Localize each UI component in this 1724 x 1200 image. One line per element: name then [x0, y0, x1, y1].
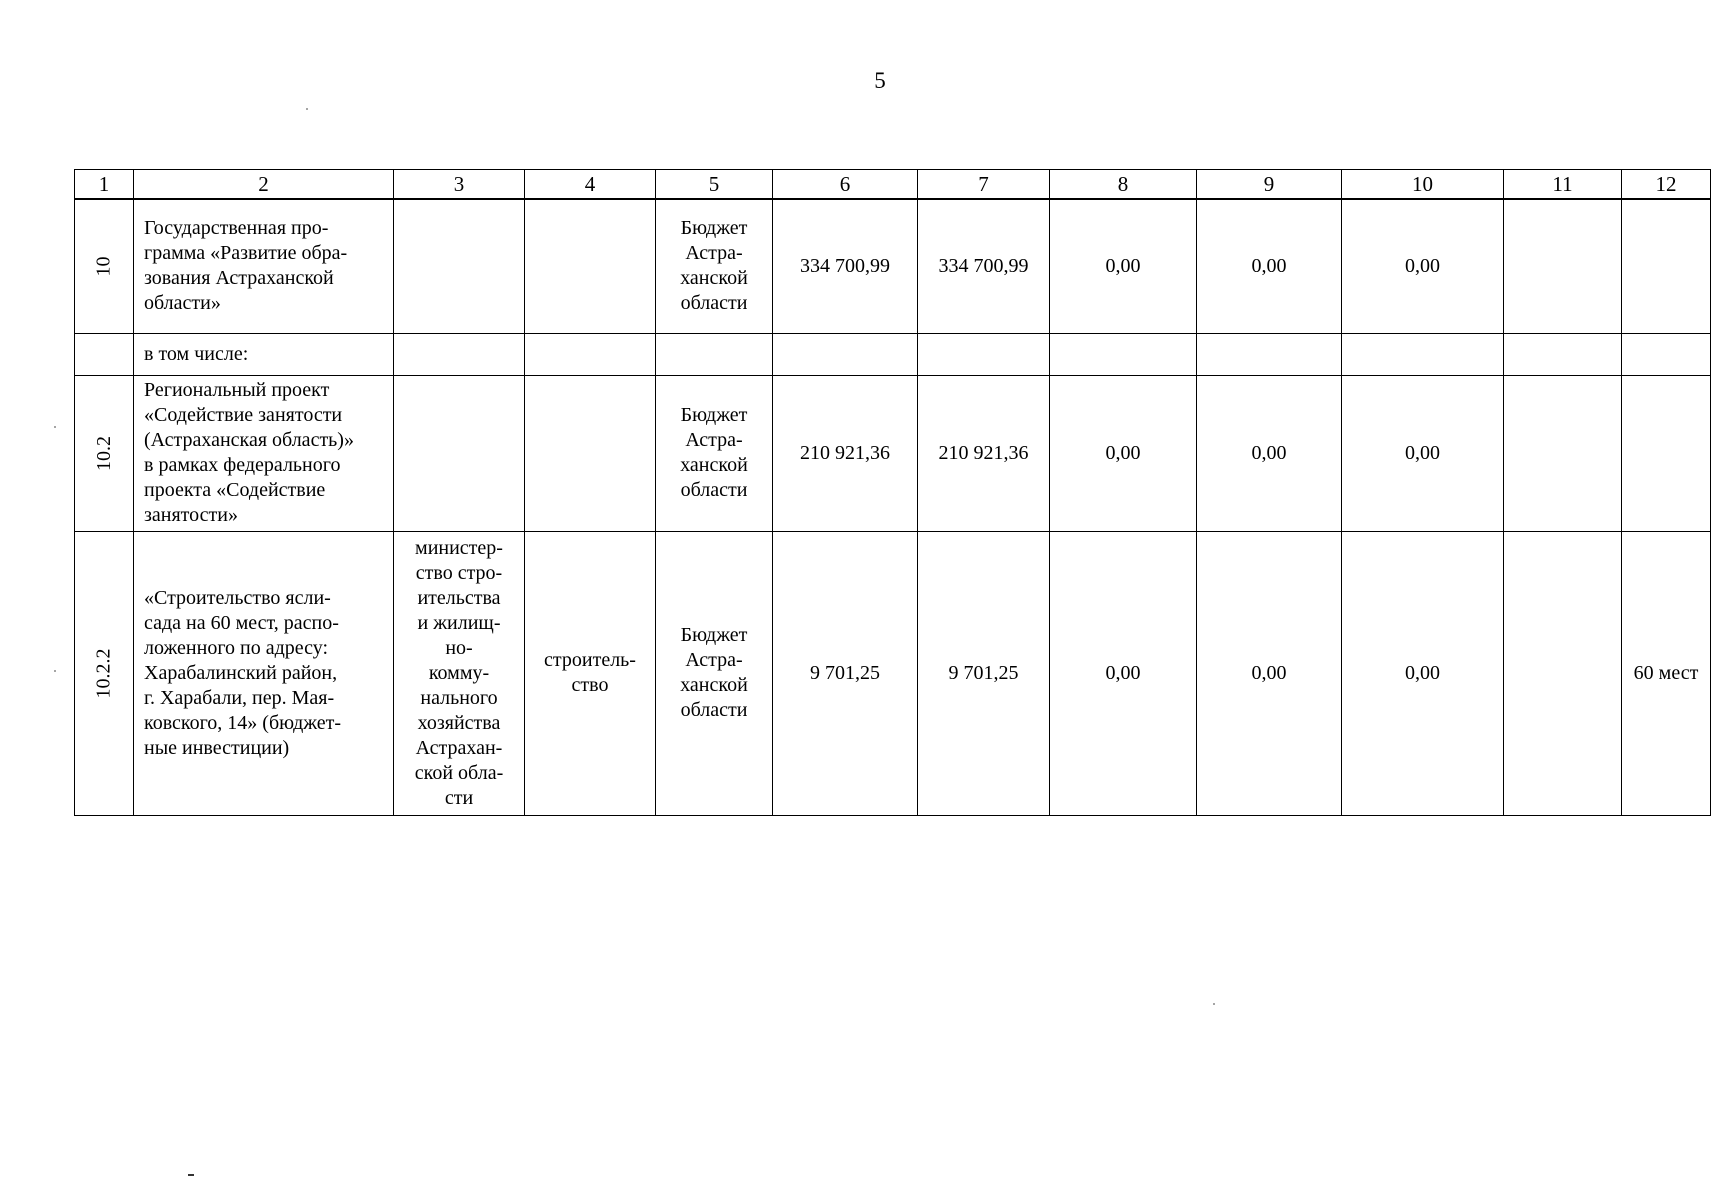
value-cell [1342, 333, 1504, 375]
scan-speck [306, 108, 308, 110]
funding-source: Бюджет Астра- ханской области [680, 404, 748, 501]
value-cell [1622, 199, 1711, 333]
value-cell: 210 921,36 [918, 375, 1050, 531]
column-header: 1 [75, 170, 134, 200]
row-number-cell [75, 333, 134, 375]
column-header: 8 [1050, 170, 1197, 200]
responsible-cell [394, 375, 525, 531]
responsible-cell [394, 199, 525, 333]
value-cell [773, 333, 918, 375]
column-header: 9 [1197, 170, 1342, 200]
table-row [75, 375, 1711, 531]
value-cell [1504, 199, 1622, 333]
scan-speck [54, 670, 56, 672]
source-cell [656, 199, 773, 333]
value-cell: 0,00 [1342, 375, 1504, 531]
funding-source: Бюджет Астра- ханской области [680, 217, 748, 315]
value-cell [1622, 333, 1711, 375]
value-cell [1622, 375, 1711, 531]
row-number: 10 [92, 256, 115, 277]
value-cell [1504, 333, 1622, 375]
row-name: в том числе: [144, 342, 249, 365]
direction-cell [525, 199, 656, 333]
scan-speck [54, 426, 56, 428]
value-cell: 9 701,25 [918, 531, 1050, 815]
direction-cell [525, 531, 656, 815]
row-name: Региональный проект «Содействие занятости (Астраханская область)» в рамках федерального проекта «Содействие занятости» [144, 379, 354, 526]
direction-cell [525, 375, 656, 531]
value-cell [918, 333, 1050, 375]
source-cell [656, 531, 773, 815]
value-cell [1197, 333, 1342, 375]
column-header: 11 [1504, 170, 1622, 200]
value-cell [1504, 375, 1622, 531]
value-cell: 60 мест [1622, 531, 1711, 815]
column-header: 3 [394, 170, 525, 200]
responsible-cell [394, 333, 525, 375]
value-cell: 334 700,99 [918, 199, 1050, 333]
value-cell: 0,00 [1197, 531, 1342, 815]
row-name-cell [134, 199, 394, 333]
row-number: 10.2.2 [92, 648, 115, 698]
column-header: 5 [656, 170, 773, 200]
direction: строитель- ство [544, 649, 636, 696]
row-name-cell [134, 375, 394, 531]
table-row [75, 199, 1711, 333]
row-name-cell [134, 531, 394, 815]
row-number-cell [75, 531, 134, 815]
scan-speck [188, 1174, 194, 1176]
value-cell: 0,00 [1050, 375, 1197, 531]
column-header: 6 [773, 170, 918, 200]
row-name-cell [134, 333, 394, 375]
responsible-org: министер- ство стро- ительства и жилищ- но- комму- нального хозяйства Астрахан- ской обла- сти [414, 536, 504, 809]
funding-source: Бюджет Астра- ханской области [680, 624, 748, 721]
row-number: 10.2 [92, 435, 115, 471]
table-header-row [75, 170, 1711, 200]
direction-cell [525, 333, 656, 375]
row-name: Государственная про- грамма «Развитие обра- зования Астраханской области» [144, 217, 348, 315]
source-cell [656, 375, 773, 531]
value-cell [1504, 531, 1622, 815]
value-cell: 0,00 [1197, 375, 1342, 531]
page-number: 5 [874, 68, 886, 93]
row-name: «Строительство ясли- сада на 60 мест, распо- ложенного по адресу: Харабалинский район, г. Харабали, пер. Мая- ковского, 14» (бюджет- ные инвестиции) [144, 586, 342, 759]
row-number-cell [75, 199, 134, 333]
value-cell: 0,00 [1342, 199, 1504, 333]
value-cell: 334 700,99 [773, 199, 918, 333]
value-cell: 210 921,36 [773, 375, 918, 531]
responsible-cell [394, 531, 525, 815]
value-cell [1050, 333, 1197, 375]
value-cell: 0,00 [1342, 531, 1504, 815]
value-cell: 0,00 [1050, 531, 1197, 815]
table-row [75, 333, 1711, 375]
value-cell: 0,00 [1050, 199, 1197, 333]
column-header: 4 [525, 170, 656, 200]
table-row [75, 531, 1711, 815]
column-header: 10 [1342, 170, 1504, 200]
budget-table [74, 169, 1711, 816]
value-cell: 9 701,25 [773, 531, 918, 815]
column-header: 12 [1622, 170, 1711, 200]
column-header: 2 [134, 170, 394, 200]
value-cell: 0,00 [1197, 199, 1342, 333]
column-header: 7 [918, 170, 1050, 200]
scan-speck [1213, 1003, 1215, 1005]
row-number-cell [75, 375, 134, 531]
source-cell [656, 333, 773, 375]
